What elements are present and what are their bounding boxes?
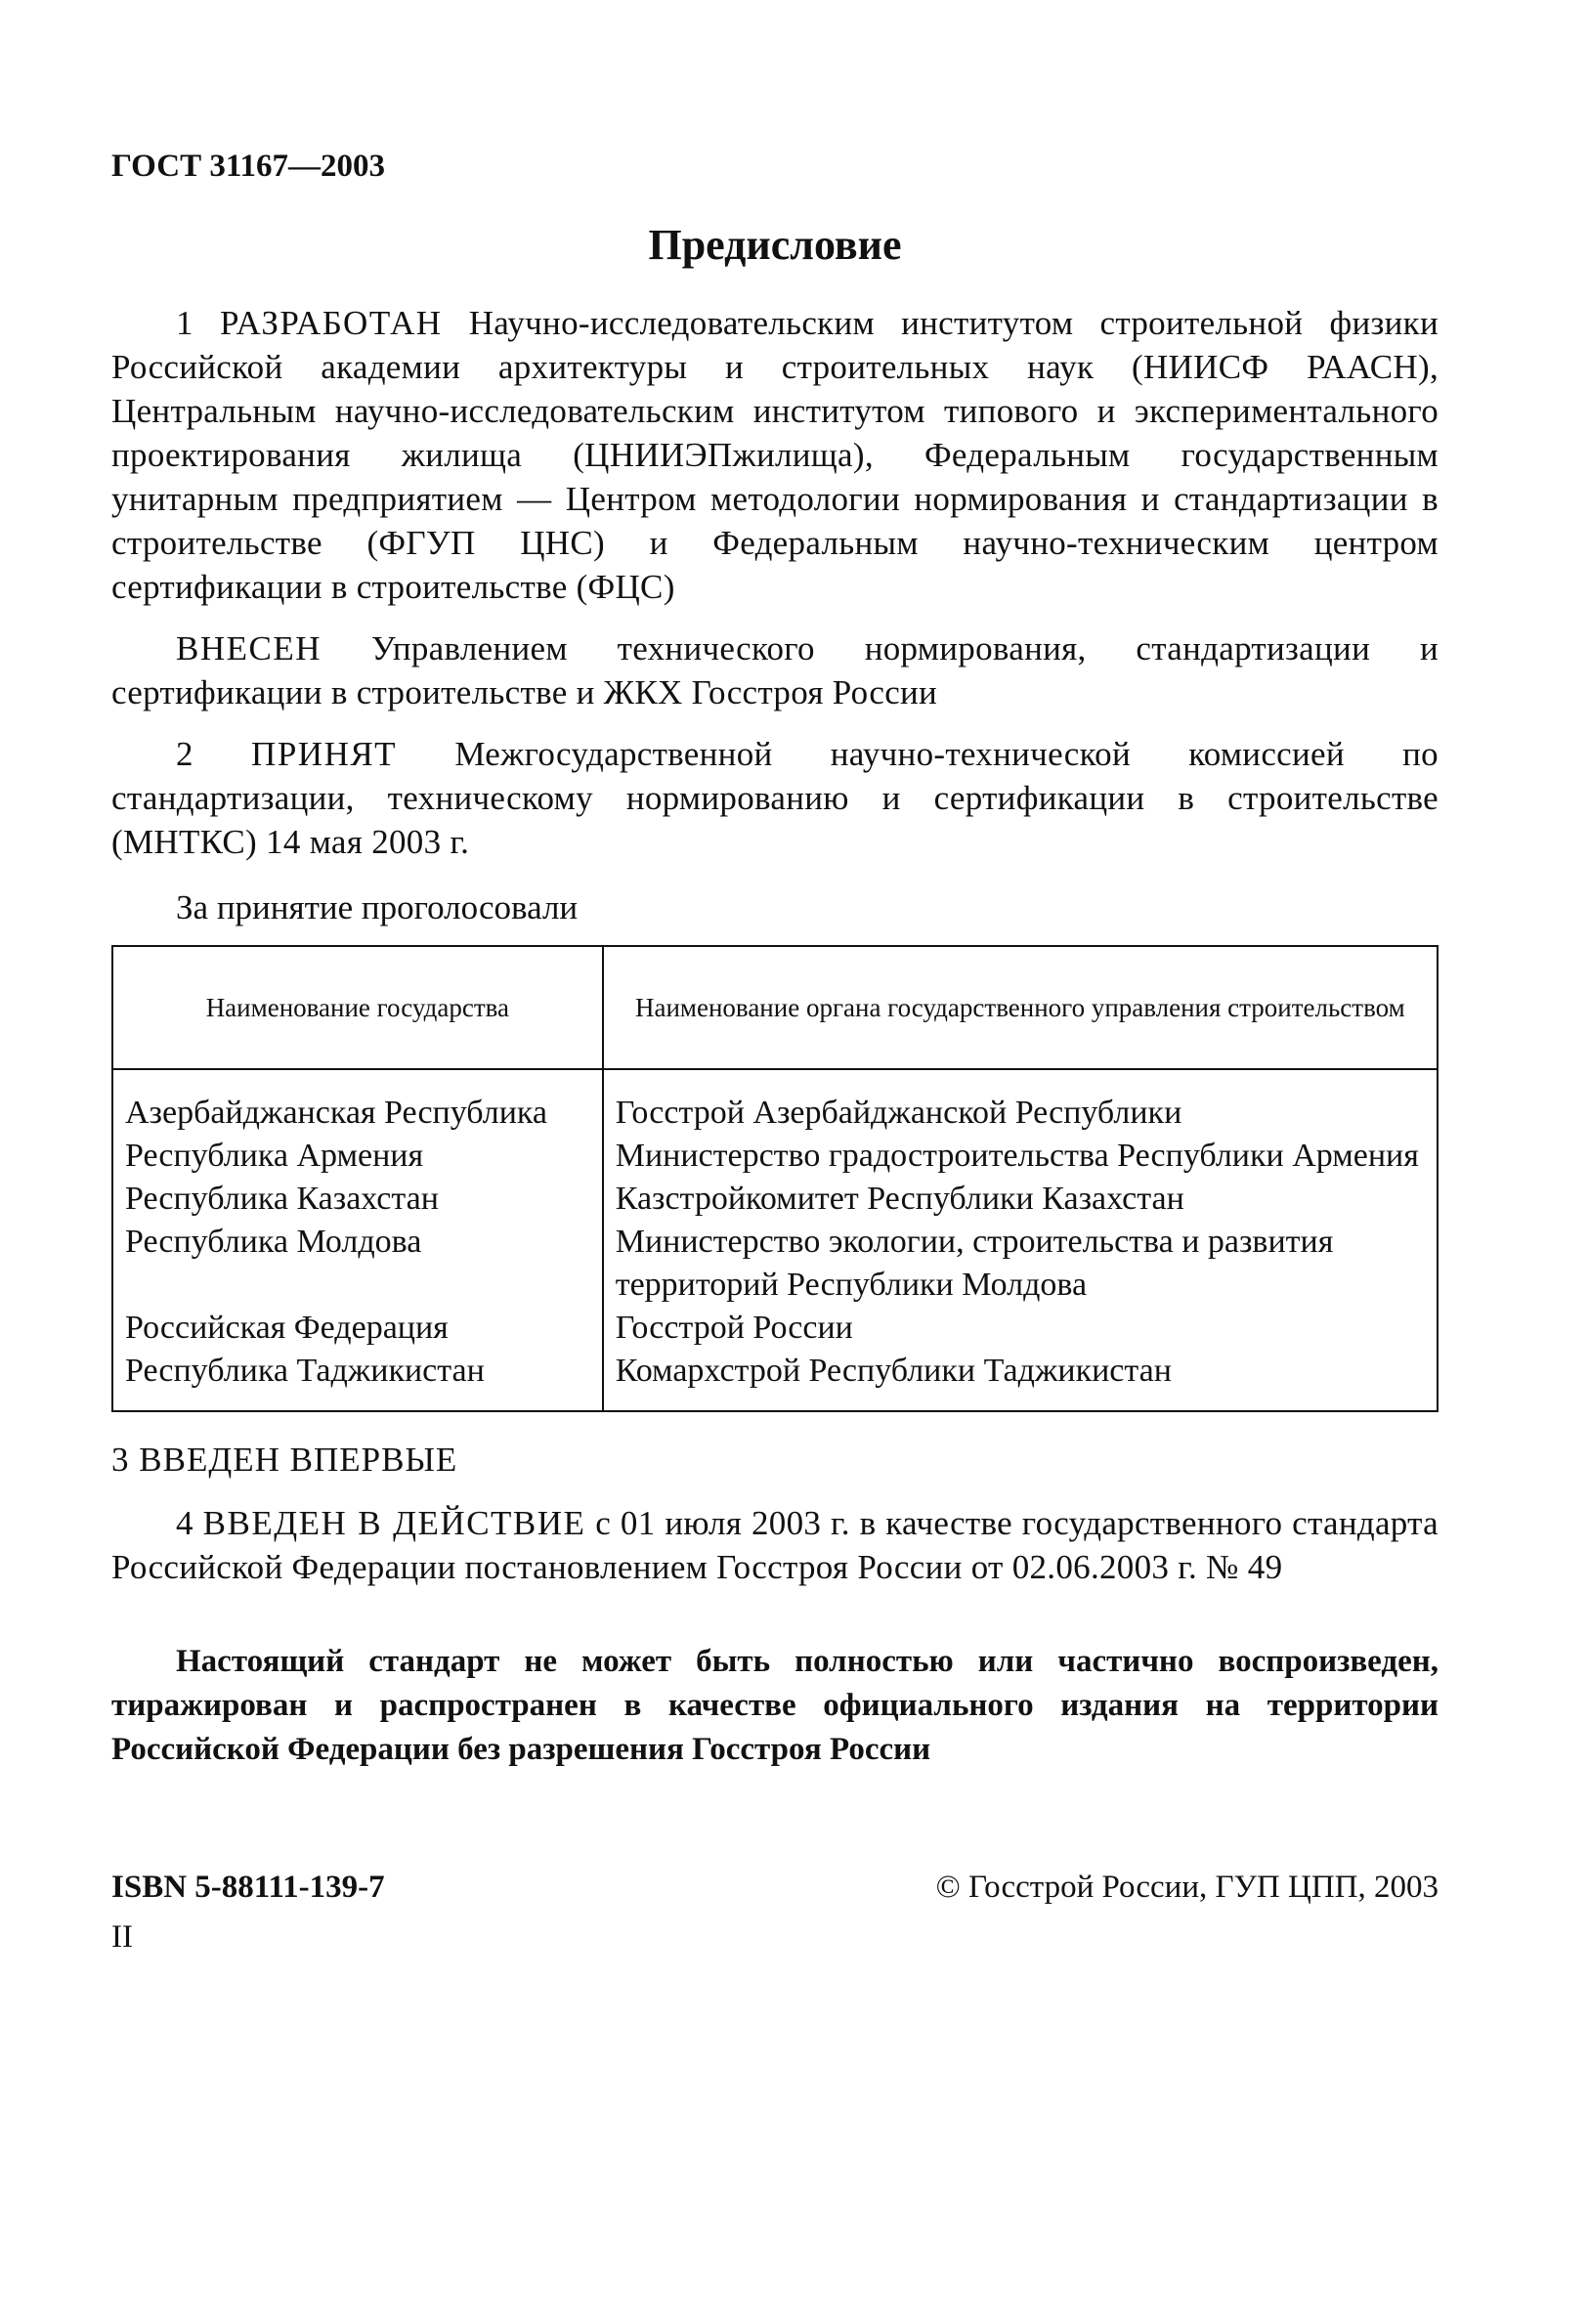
body-cell: Госстрой Азербайджанской Республики: [603, 1069, 1438, 1135]
country-cell: Республика Молдова: [112, 1221, 603, 1307]
table-row: [112, 1350, 1438, 1411]
introduced-by: [111, 626, 1439, 714]
section-1-lead: РАЗРАБОТАН: [220, 304, 443, 342]
document-code: ГОСТ 31167—2003: [111, 149, 386, 184]
table-row: [112, 1307, 1438, 1350]
votes-table-header-row: [112, 946, 1438, 1069]
votes-heading: За принятие проголосовали: [176, 888, 579, 926]
table-row: [112, 1178, 1438, 1221]
body-cell: Госстрой России: [603, 1307, 1438, 1350]
section-4-text: с 01 июля 2003 г. в качестве государственного стандарта Российской Федерации постановлением Госстроя России от 02.06.2003 г. № 49: [111, 1504, 1439, 1586]
section-4-effective: [111, 1501, 1439, 1589]
section-1-text: Научно-исследовательским институтом строительной физики Российской академии архитектуры и строительных наук (НИИСФ РААСН), Центральным научно-исследовательским институтом типового и экспериментального проектирования жилища (ЦНИИЭПжилища), Федеральным государственным унитарным предприятием — Центром методологии нормирования и стандартизации в строительстве (ФГУП ЦНС) и Федеральным научно-техническим центром сертификации в строительстве (ФЦС): [111, 304, 1439, 606]
body-cell: Комархстрой Республики Таджикистан: [603, 1350, 1438, 1411]
section-2-lead: ПРИНЯТ: [251, 735, 398, 773]
section-4-lead: ВВЕДЕН В ДЕЙСТВИЕ: [202, 1504, 586, 1542]
table-row: [112, 1135, 1438, 1178]
section-1-number: 1: [176, 304, 193, 342]
column-header-body: Наименование органа государственного управления строительством: [603, 946, 1438, 1069]
body-cell: Казстройкомитет Республики Казахстан: [603, 1178, 1438, 1221]
country-cell: Республика Казахстан: [112, 1178, 603, 1221]
section-1-developed: [111, 301, 1439, 609]
isbn: ISBN 5-88111-139-7: [111, 1870, 385, 1905]
country-cell: Российская Федерация: [112, 1307, 603, 1350]
section-2-number: 2: [176, 735, 193, 773]
votes-table: [111, 945, 1439, 1412]
document-page: [111, 147, 1439, 1956]
reproduction-notice: Настоящий стандарт не может быть полностью или частично воспроизведен, тиражирован и распространен в качестве официального издания на территории Российской Федерации без разрешения Госстроя России: [111, 1644, 1439, 1767]
footer: [111, 1870, 1439, 1906]
section-4-number: 4: [176, 1504, 193, 1542]
section-2-text: Межгосударственной научно-технической комиссией по стандартизации, техническому нормированию и сертификации в строительстве (МНТКС) 14 мая 2003 г.: [111, 735, 1439, 861]
country-cell: Республика Армения: [112, 1135, 603, 1178]
column-header-country: Наименование государства: [112, 946, 603, 1069]
table-row: [112, 1221, 1438, 1307]
table-row: [112, 1069, 1438, 1135]
body-cell: Министерство экологии, строительства и развития территорий Республики Молдова: [603, 1221, 1438, 1307]
page-title: Предисловие: [648, 221, 902, 269]
body-cell: Министерство градостроительства Республики Армения: [603, 1135, 1438, 1178]
country-cell: Республика Таджикистан: [112, 1350, 603, 1411]
introduced-text: Управлением технического нормирования, стандартизации и сертификации в строительстве и ЖКХ Госстроя России: [111, 629, 1439, 711]
copyright: © Госстрой России, ГУП ЦПП, 2003: [935, 1870, 1439, 1905]
page-number: II: [111, 1919, 133, 1955]
introduced-lead: ВНЕСЕН: [176, 629, 322, 667]
section-3-first-introduced: 3 ВВЕДЕН ВПЕРВЫЕ: [111, 1441, 458, 1479]
country-cell: Азербайджанская Республика: [112, 1069, 603, 1135]
section-2-adopted: [111, 732, 1439, 864]
